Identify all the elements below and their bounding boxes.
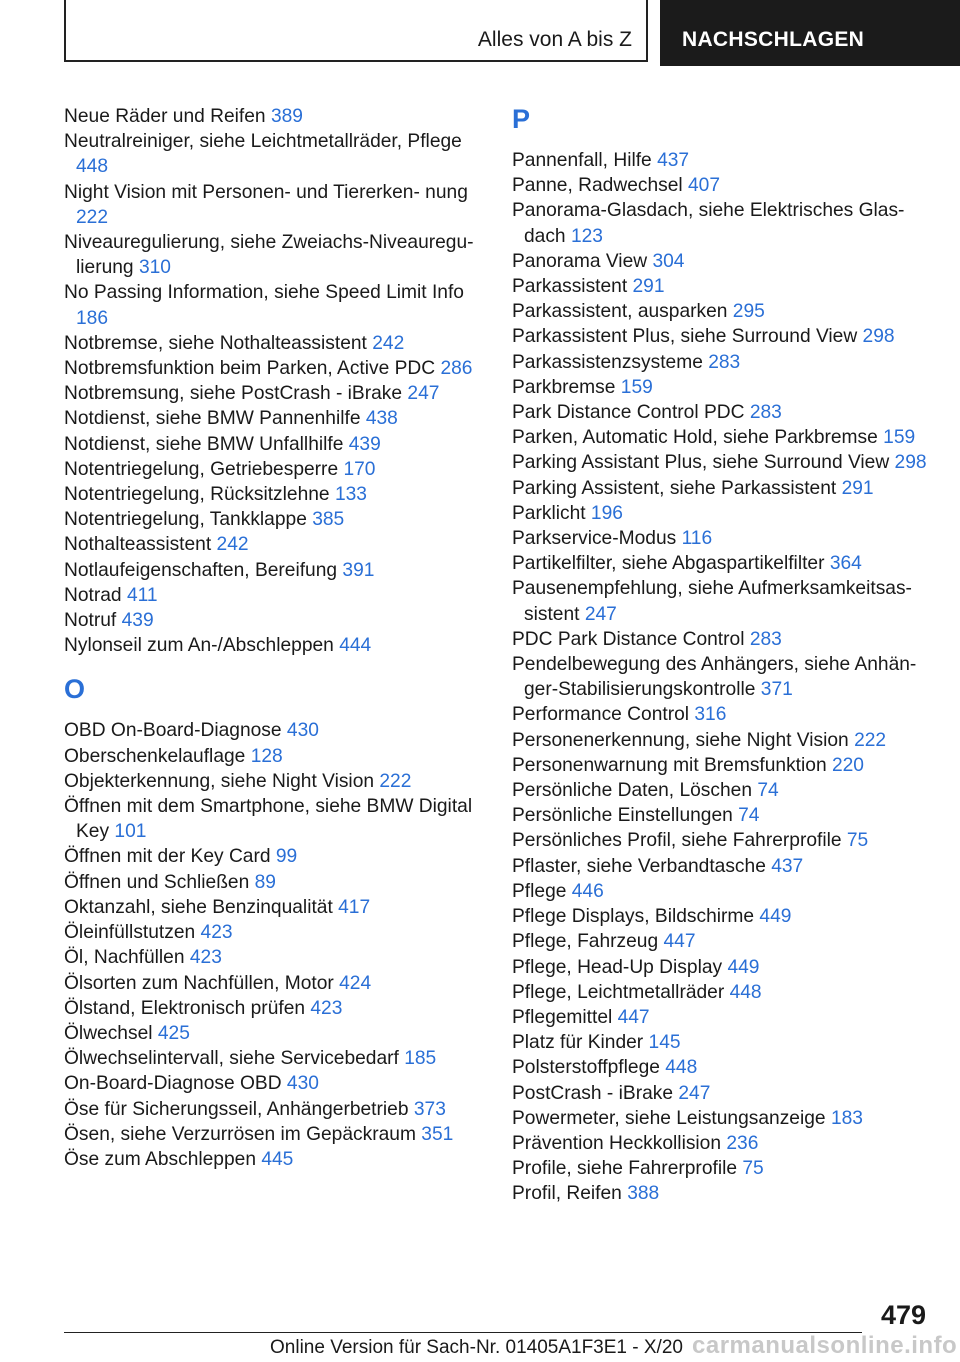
index-entry bbox=[64, 180, 484, 230]
index-entry bbox=[512, 828, 932, 853]
index-entry bbox=[512, 803, 932, 828]
page-reference-link[interactable]: 133 bbox=[334, 484, 367, 506]
index-entry-text: Notentriegelung, Getriebesperre bbox=[64, 458, 339, 480]
index-entry-text: Parkassistenzsysteme bbox=[512, 351, 703, 373]
index-entry-text: Oberschenkelauflage bbox=[64, 745, 246, 767]
index-entry bbox=[512, 904, 932, 929]
index-entry bbox=[64, 280, 484, 330]
page-reference-link[interactable]: 222 bbox=[76, 206, 109, 228]
page-reference-link[interactable]: 128 bbox=[250, 745, 283, 767]
index-entry-text: Partikelfilter, siehe Abgaspartikelfilter bbox=[512, 553, 825, 575]
page-reference-link[interactable]: 295 bbox=[732, 301, 765, 323]
page-reference-link[interactable]: 310 bbox=[138, 257, 171, 279]
index-entry-text: Performance Control bbox=[512, 704, 690, 726]
page-reference-link[interactable]: 283 bbox=[749, 628, 782, 650]
page-reference-link[interactable]: 417 bbox=[338, 896, 371, 918]
index-entry-text: Pflege bbox=[512, 880, 567, 902]
index-entry-text: Pflege, Fahrzeug bbox=[512, 931, 659, 953]
index-entry-text: Ölwechselintervall, siehe Servicebedarf bbox=[64, 1048, 399, 1070]
page-reference-link[interactable]: 196 bbox=[590, 502, 623, 524]
page-reference-link[interactable]: 304 bbox=[652, 250, 685, 272]
page-reference-link[interactable]: 75 bbox=[742, 1158, 764, 1180]
index-entry-text: PostCrash - iBrake bbox=[512, 1082, 674, 1104]
index-entry bbox=[64, 1122, 484, 1147]
index-entry bbox=[512, 476, 932, 501]
index-entry bbox=[512, 274, 932, 299]
page-reference-link[interactable]: 283 bbox=[708, 351, 741, 373]
index-entry-text: Neue Räder und Reifen bbox=[64, 106, 266, 127]
index-entry bbox=[512, 501, 932, 526]
index-entry bbox=[512, 778, 932, 803]
index-entry bbox=[64, 633, 484, 658]
page-reference-link[interactable]: 411 bbox=[126, 584, 158, 606]
index-entry-text: Prävention Heckkollision bbox=[512, 1132, 722, 1154]
index-entry-text: PDC Park Distance Control bbox=[512, 628, 745, 650]
index-entry bbox=[512, 753, 932, 778]
index-entry-text: Personenwarnung mit Bremsfunktion bbox=[512, 754, 827, 776]
page-reference-link[interactable]: 423 bbox=[200, 922, 233, 944]
index-entry bbox=[512, 324, 932, 349]
index-entry-text: On-Board-Diagnose OBD bbox=[64, 1073, 282, 1095]
index-entry-text: Oktanzahl, siehe Benzinqualität bbox=[64, 896, 333, 918]
index-entry bbox=[512, 249, 932, 274]
page-reference-link[interactable]: 186 bbox=[76, 307, 109, 329]
page-reference-link[interactable]: 439 bbox=[348, 433, 381, 455]
index-entry-text: Notlaufeigenschaften, Bereifung bbox=[64, 559, 338, 581]
index-entry-text: Ösen, siehe Verzurrösen im Gepäckraum bbox=[64, 1123, 416, 1145]
page-reference-link[interactable]: 222 bbox=[379, 770, 412, 792]
page-reference-link[interactable]: 448 bbox=[76, 156, 109, 178]
index-entry bbox=[512, 173, 932, 198]
index-entry-text: Panorama View bbox=[512, 250, 648, 272]
index-entry-text: Pflegemittel bbox=[512, 1006, 613, 1028]
page-reference-link[interactable]: 430 bbox=[286, 720, 319, 742]
page-reference-link[interactable]: 437 bbox=[657, 150, 690, 171]
index-entry-text: Platz für Kinder bbox=[512, 1032, 644, 1054]
index-entry-text: No Passing Information, siehe Speed Limit Info bbox=[64, 282, 464, 304]
header-chapter-tab bbox=[660, 0, 960, 66]
index-entry-text: Ölsorten zum Nachfüllen, Motor bbox=[64, 972, 334, 994]
index-entry-text: Notdienst, siehe BMW Unfallhilfe bbox=[64, 433, 344, 455]
page-reference-link[interactable]: 425 bbox=[157, 1022, 190, 1044]
index-entry bbox=[512, 929, 932, 954]
index-entry bbox=[512, 350, 932, 375]
index-entry-text: Parkbremse bbox=[512, 376, 616, 398]
index-entry bbox=[64, 996, 484, 1021]
index-entry-text: Pflege Displays, Bildschirme bbox=[512, 906, 755, 928]
page-reference-link[interactable]: 242 bbox=[372, 332, 405, 354]
page-reference-link[interactable]: 364 bbox=[829, 553, 862, 575]
index-entry bbox=[64, 507, 484, 532]
index-entry bbox=[512, 652, 932, 702]
index-entry bbox=[64, 558, 484, 583]
section-title: Alles von A bis Z bbox=[477, 28, 632, 51]
page-reference-link[interactable]: 145 bbox=[648, 1032, 681, 1054]
index-entry-text: Öse zum Abschleppen bbox=[64, 1148, 256, 1170]
page-reference-link[interactable]: 437 bbox=[771, 855, 804, 877]
page-reference-link[interactable]: 444 bbox=[339, 635, 372, 657]
index-entry bbox=[512, 1030, 932, 1055]
index-entry-text: Powermeter, siehe Leistungsanzeige bbox=[512, 1107, 826, 1129]
page-reference-link[interactable]: 74 bbox=[757, 780, 779, 802]
index-entry bbox=[512, 702, 932, 727]
page-reference-link[interactable]: 159 bbox=[883, 427, 916, 449]
page-reference-link[interactable]: 391 bbox=[342, 559, 375, 581]
page-reference-link[interactable]: 116 bbox=[681, 528, 713, 550]
chapter-title: NACHSCHLAGEN bbox=[682, 28, 865, 51]
page-reference-link[interactable]: 170 bbox=[343, 458, 376, 480]
index-entry bbox=[64, 104, 484, 129]
index-entry bbox=[64, 971, 484, 996]
index-entry bbox=[512, 1156, 932, 1181]
index-letter-heading: O bbox=[64, 674, 86, 705]
index-entry bbox=[64, 1147, 484, 1172]
index-entry-text: Personenerkennung, siehe Night Vision bbox=[512, 729, 849, 751]
page-reference-link[interactable]: 424 bbox=[339, 972, 372, 994]
page-reference-link[interactable]: 185 bbox=[404, 1048, 437, 1070]
index-entry bbox=[512, 728, 932, 753]
index-entry-text: Objekterkennung, siehe Night Vision bbox=[64, 770, 375, 792]
index-entry bbox=[64, 870, 484, 895]
index-entry bbox=[64, 920, 484, 945]
index-entry bbox=[64, 744, 484, 769]
index-entry-text: Notrad bbox=[64, 584, 122, 606]
index-entry-text: Parkassistent, ausparken bbox=[512, 301, 728, 323]
index-entry bbox=[64, 331, 484, 356]
page-reference-link[interactable]: 89 bbox=[254, 871, 276, 893]
page-reference-link[interactable]: 438 bbox=[365, 408, 398, 430]
page-reference-link[interactable]: 298 bbox=[862, 326, 895, 348]
page-reference-link[interactable]: 291 bbox=[841, 477, 874, 499]
page-header bbox=[0, 0, 960, 66]
page-reference-link[interactable]: 183 bbox=[830, 1107, 863, 1129]
index-entry-text: Park Distance Control PDC bbox=[512, 402, 745, 424]
page-reference-link[interactable]: 123 bbox=[570, 225, 603, 247]
index-entry-text: Pflege, Leichtmetallräder bbox=[512, 981, 725, 1003]
index-entry-text: Öleinfüllstutzen bbox=[64, 922, 196, 944]
page-reference-link[interactable]: 449 bbox=[727, 956, 760, 978]
index-entry-text: Parkservice-Modus bbox=[512, 528, 677, 550]
index-entry-text: Notdienst, siehe BMW Pannenhilfe bbox=[64, 408, 361, 430]
index-entry-text: Parking Assistent, siehe Parkassistent bbox=[512, 477, 837, 499]
page-reference-link[interactable]: 291 bbox=[632, 276, 665, 298]
index-entry bbox=[512, 400, 932, 425]
index-entry bbox=[64, 381, 484, 406]
index-entry-text: Notentriegelung, Tankklappe bbox=[64, 509, 307, 531]
page-reference-link[interactable]: 222 bbox=[854, 729, 887, 751]
index-entry-text: Persönliches Profil, siehe Fahrerprofile bbox=[512, 830, 842, 852]
index-entry-text: Pflaster, siehe Verbandtasche bbox=[512, 855, 766, 877]
page-reference-link[interactable]: 423 bbox=[310, 997, 343, 1019]
index-entry bbox=[512, 1181, 932, 1206]
page-reference-link[interactable]: 407 bbox=[688, 175, 721, 197]
index-entry bbox=[512, 1005, 932, 1030]
page-reference-link[interactable]: 236 bbox=[726, 1132, 759, 1154]
page-reference-link[interactable]: 445 bbox=[261, 1148, 294, 1170]
index-entry bbox=[64, 895, 484, 920]
index-entry bbox=[512, 1131, 932, 1156]
index-entry-text: Nothalteassistent bbox=[64, 534, 212, 556]
index-entry bbox=[64, 794, 484, 844]
index-letter-heading: P bbox=[512, 104, 531, 134]
index-entry bbox=[512, 526, 932, 551]
page-reference-link[interactable]: 447 bbox=[617, 1006, 650, 1028]
page-reference-link[interactable]: 448 bbox=[729, 981, 762, 1003]
index-entry-text: Profile, siehe Fahrerprofile bbox=[512, 1158, 738, 1180]
index-entry-text: Notbremsfunktion beim Parken, Active PDC bbox=[64, 358, 436, 380]
page-reference-link[interactable]: 220 bbox=[831, 754, 864, 776]
header-section-box bbox=[64, 0, 648, 62]
page-reference-link[interactable]: 159 bbox=[620, 376, 653, 398]
index-entry-text: Pannenfall, Hilfe bbox=[512, 150, 652, 171]
index-entry-text: Parkassistent bbox=[512, 276, 628, 298]
index-entry bbox=[512, 1081, 932, 1106]
index-entry bbox=[64, 432, 484, 457]
page-reference-link[interactable]: 446 bbox=[571, 880, 604, 902]
index-entry-text: Pflege, Head-Up Display bbox=[512, 956, 723, 978]
index-entry-text: Öffnen mit der Key Card bbox=[64, 846, 271, 868]
page-reference-link[interactable]: 447 bbox=[663, 931, 696, 953]
index-entry bbox=[512, 980, 932, 1005]
page-reference-link[interactable]: 247 bbox=[407, 383, 440, 405]
page-reference-link[interactable]: 430 bbox=[286, 1073, 319, 1095]
page-reference-link[interactable]: 99 bbox=[275, 846, 298, 868]
page-reference-link[interactable]: 423 bbox=[189, 947, 222, 969]
index-entry bbox=[512, 450, 932, 475]
index-entry-text: Notruf bbox=[64, 610, 117, 632]
index-entry bbox=[64, 844, 484, 869]
index-entry-text: Pendelbewegung des Anhängers, siehe Anhän- ger-Stabilisierungskontrolle bbox=[512, 654, 917, 701]
index-entry-text: Panorama-Glasdach, siehe Elektrisches Glas- dach bbox=[512, 200, 905, 247]
page-reference-link[interactable]: 286 bbox=[440, 358, 473, 380]
index-entry-text: Persönliche Daten, Löschen bbox=[512, 780, 752, 802]
index-entry bbox=[64, 1021, 484, 1046]
index-entry-text: Polsterstoffpflege bbox=[512, 1057, 660, 1079]
index-entry-text: Öffnen mit dem Smartphone, siehe BMW Digital Key bbox=[64, 796, 473, 843]
page-reference-link[interactable]: 388 bbox=[627, 1183, 660, 1205]
page-reference-link[interactable]: 371 bbox=[760, 679, 793, 701]
page-reference-link[interactable]: 316 bbox=[694, 704, 727, 726]
page-reference-link[interactable]: 351 bbox=[421, 1123, 454, 1145]
page-reference-link[interactable]: 449 bbox=[759, 906, 792, 928]
index-entry-text: Nylonseil zum An-/Abschleppen bbox=[64, 635, 334, 657]
index-entry-text: Panne, Radwechsel bbox=[512, 175, 683, 197]
index-entry-text: OBD On-Board-Diagnose bbox=[64, 720, 282, 742]
index-entry bbox=[512, 299, 932, 324]
index-column-right bbox=[512, 104, 932, 1207]
index-entry bbox=[64, 1097, 484, 1122]
index-entry-text: Notbremse, siehe Nothalteassistent bbox=[64, 332, 367, 354]
page-reference-link[interactable]: 101 bbox=[114, 821, 147, 843]
index-entry-text: Ölwechsel bbox=[64, 1022, 153, 1044]
page-reference-link[interactable]: 439 bbox=[121, 610, 154, 632]
index-entry bbox=[512, 576, 932, 626]
index-entry-text: Neutralreiniger, siehe Leichtmetallräder, Pflege bbox=[64, 131, 462, 153]
index-entry bbox=[64, 482, 484, 507]
index-entry-text: Persönliche Einstellungen bbox=[512, 805, 733, 827]
index-entry-text: Notbremsung, siehe PostCrash - iBrake bbox=[64, 383, 403, 405]
index-entry bbox=[512, 1055, 932, 1080]
page-reference-link[interactable]: 242 bbox=[216, 534, 249, 556]
index-entry bbox=[64, 457, 484, 482]
index-entry-text: Pausenempfehlung, siehe Aufmerksamkeitsas- sistent bbox=[512, 578, 912, 625]
index-entry-text: Öffnen und Schließen bbox=[64, 871, 250, 893]
index-entry-text: Ölstand, Elektronisch prüfen bbox=[64, 997, 306, 1019]
index-entry-text: Parkassistent Plus, siehe Surround View bbox=[512, 326, 858, 348]
index-entry bbox=[64, 608, 484, 633]
index-entry bbox=[64, 230, 484, 280]
page-reference-link[interactable]: 283 bbox=[749, 402, 782, 424]
index-entry bbox=[64, 129, 484, 179]
page-number: 479 bbox=[880, 1300, 926, 1330]
page-reference-link[interactable]: 389 bbox=[270, 106, 303, 127]
watermark-logo: carmanualsonline.info bbox=[692, 1332, 958, 1359]
index-entry bbox=[512, 375, 932, 400]
index-entry-text: Night Vision mit Personen- und Tiererken- nung bbox=[64, 181, 468, 203]
index-entry bbox=[64, 532, 484, 557]
index-entry bbox=[64, 769, 484, 794]
index-entry bbox=[512, 198, 932, 248]
index-entry bbox=[512, 627, 932, 652]
page-reference-link[interactable]: 373 bbox=[413, 1098, 446, 1120]
index-entry bbox=[512, 425, 932, 450]
page-reference-link[interactable]: 247 bbox=[678, 1082, 711, 1104]
index-entry-text: Niveauregulierung, siehe Zweiachs-Niveauregu- lierung bbox=[64, 232, 474, 279]
index-entry bbox=[64, 1071, 484, 1096]
index-entry bbox=[64, 718, 484, 743]
index-entry-text: Parken, Automatic Hold, siehe Parkbremse bbox=[512, 427, 878, 449]
index-entry-text: Parklicht bbox=[512, 502, 586, 524]
page-reference-link[interactable]: 75 bbox=[846, 830, 869, 852]
index-entry bbox=[512, 551, 932, 576]
index-entry bbox=[64, 583, 484, 608]
online-version-text: Online Version für Sach-Nr. 01405A1F3E1 - X/20 bbox=[270, 1337, 683, 1358]
page-reference-link[interactable]: 74 bbox=[738, 805, 760, 827]
page-reference-link[interactable]: 298 bbox=[894, 452, 927, 474]
index-entry bbox=[512, 879, 932, 904]
index-entry-text: Notentriegelung, Rücksitzlehne bbox=[64, 484, 330, 506]
index-entry bbox=[64, 1046, 484, 1071]
index-entry bbox=[512, 854, 932, 879]
page-reference-link[interactable]: 385 bbox=[312, 509, 345, 531]
page-reference-link[interactable]: 448 bbox=[665, 1057, 698, 1079]
page-reference-link[interactable]: 247 bbox=[584, 603, 617, 625]
index-entry-text: Öl, Nachfüllen bbox=[64, 947, 185, 969]
index-column-left bbox=[64, 104, 484, 1172]
index-entry bbox=[64, 945, 484, 970]
index-entry bbox=[64, 406, 484, 431]
index-entry bbox=[64, 356, 484, 381]
index-entry-text: Parking Assistant Plus, siehe Surround View bbox=[512, 452, 890, 474]
index-entry bbox=[512, 1106, 932, 1131]
index-entry-text: Profil, Reifen bbox=[512, 1183, 622, 1205]
index-entry bbox=[512, 955, 932, 980]
index-entry-text: Öse für Sicherungsseil, Anhängerbetrieb bbox=[64, 1098, 409, 1120]
index-entry bbox=[512, 148, 932, 173]
